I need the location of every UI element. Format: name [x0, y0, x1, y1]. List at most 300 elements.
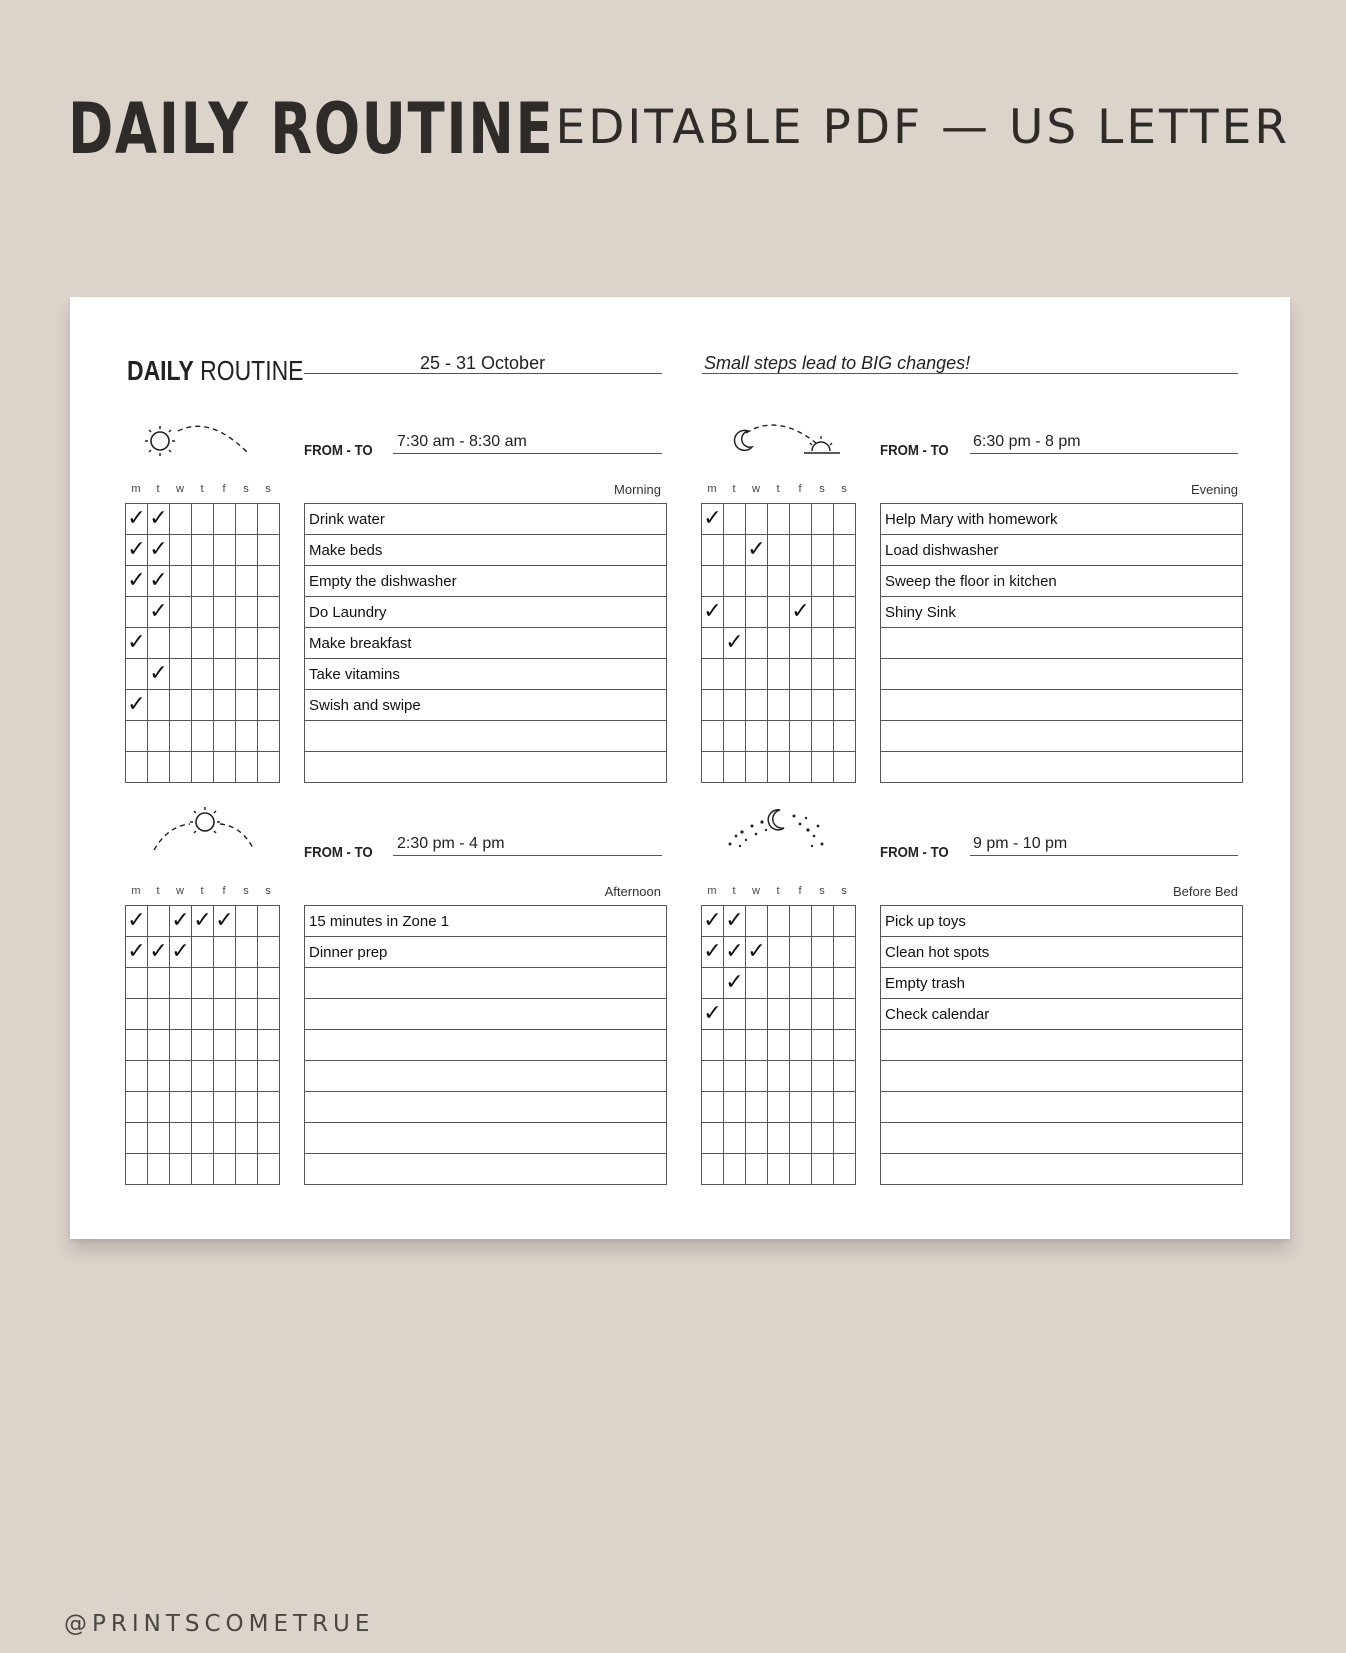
empty-check-cell[interactable]	[148, 1030, 170, 1061]
empty-check-cell[interactable]	[768, 752, 790, 783]
empty-check-cell[interactable]	[834, 1123, 856, 1154]
checkmark-cell[interactable]: ✓	[724, 906, 746, 937]
empty-check-cell[interactable]	[790, 937, 812, 968]
empty-check-cell[interactable]	[258, 1092, 280, 1123]
empty-check-cell[interactable]	[170, 1030, 192, 1061]
empty-check-cell[interactable]	[192, 999, 214, 1030]
empty-check-cell[interactable]	[702, 968, 724, 999]
empty-check-cell[interactable]	[746, 752, 768, 783]
empty-check-cell[interactable]	[258, 1154, 280, 1185]
empty-check-cell[interactable]	[258, 566, 280, 597]
empty-check-cell[interactable]	[702, 721, 724, 752]
empty-check-cell[interactable]	[768, 628, 790, 659]
empty-check-cell[interactable]	[258, 721, 280, 752]
empty-check-cell[interactable]	[192, 628, 214, 659]
empty-check-cell[interactable]	[192, 1030, 214, 1061]
empty-check-cell[interactable]	[790, 566, 812, 597]
checkmark-cell[interactable]: ✓	[148, 937, 170, 968]
empty-check-cell[interactable]	[790, 968, 812, 999]
empty-check-cell[interactable]	[768, 968, 790, 999]
empty-check-cell[interactable]	[812, 906, 834, 937]
empty-check-cell[interactable]	[812, 752, 834, 783]
empty-check-cell[interactable]	[790, 999, 812, 1030]
empty-check-cell[interactable]	[702, 1154, 724, 1185]
task-input[interactable]: Take vitamins	[305, 659, 667, 690]
empty-check-cell[interactable]	[724, 1092, 746, 1123]
empty-check-cell[interactable]	[170, 721, 192, 752]
empty-check-cell[interactable]	[834, 721, 856, 752]
empty-check-cell[interactable]	[812, 999, 834, 1030]
empty-check-cell[interactable]	[214, 504, 236, 535]
checkmark-cell[interactable]: ✓	[702, 937, 724, 968]
checkmark-cell[interactable]: ✓	[746, 937, 768, 968]
empty-check-cell[interactable]	[746, 968, 768, 999]
empty-check-cell[interactable]	[746, 1123, 768, 1154]
empty-check-cell[interactable]	[768, 504, 790, 535]
empty-check-cell[interactable]	[702, 1123, 724, 1154]
empty-check-cell[interactable]	[148, 752, 170, 783]
empty-check-cell[interactable]	[768, 535, 790, 566]
empty-check-cell[interactable]	[768, 597, 790, 628]
time-field-before-bed[interactable]: 9 pm - 10 pm	[973, 835, 1068, 852]
empty-check-cell[interactable]	[702, 566, 724, 597]
task-input[interactable]	[881, 1030, 1243, 1061]
empty-check-cell[interactable]	[746, 597, 768, 628]
empty-check-cell[interactable]	[790, 690, 812, 721]
empty-check-cell[interactable]	[834, 504, 856, 535]
task-input[interactable]: Pick up toys	[881, 906, 1243, 937]
empty-check-cell[interactable]	[126, 1030, 148, 1061]
empty-check-cell[interactable]	[834, 906, 856, 937]
empty-check-cell[interactable]	[768, 566, 790, 597]
empty-check-cell[interactable]	[746, 1092, 768, 1123]
checkmark-cell[interactable]: ✓	[148, 597, 170, 628]
empty-check-cell[interactable]	[834, 566, 856, 597]
checkmark-cell[interactable]: ✓	[126, 566, 148, 597]
empty-check-cell[interactable]	[170, 1154, 192, 1185]
empty-check-cell[interactable]	[258, 659, 280, 690]
empty-check-cell[interactable]	[768, 1061, 790, 1092]
empty-check-cell[interactable]	[126, 752, 148, 783]
empty-check-cell[interactable]	[258, 690, 280, 721]
empty-check-cell[interactable]	[214, 721, 236, 752]
empty-check-cell[interactable]	[214, 659, 236, 690]
empty-check-cell[interactable]	[214, 752, 236, 783]
empty-check-cell[interactable]	[192, 659, 214, 690]
empty-check-cell[interactable]	[834, 659, 856, 690]
empty-check-cell[interactable]	[768, 690, 790, 721]
empty-check-cell[interactable]	[812, 937, 834, 968]
empty-check-cell[interactable]	[148, 721, 170, 752]
empty-check-cell[interactable]	[812, 659, 834, 690]
empty-check-cell[interactable]	[812, 504, 834, 535]
task-input[interactable]	[305, 721, 667, 752]
empty-check-cell[interactable]	[236, 1123, 258, 1154]
empty-check-cell[interactable]	[258, 1061, 280, 1092]
empty-check-cell[interactable]	[790, 906, 812, 937]
empty-check-cell[interactable]	[192, 1123, 214, 1154]
empty-check-cell[interactable]	[768, 659, 790, 690]
empty-check-cell[interactable]	[170, 690, 192, 721]
empty-check-cell[interactable]	[170, 628, 192, 659]
task-input[interactable]: Load dishwasher	[881, 535, 1243, 566]
empty-check-cell[interactable]	[702, 1061, 724, 1092]
empty-check-cell[interactable]	[790, 721, 812, 752]
empty-check-cell[interactable]	[702, 628, 724, 659]
empty-check-cell[interactable]	[214, 1061, 236, 1092]
empty-check-cell[interactable]	[834, 690, 856, 721]
empty-check-cell[interactable]	[236, 628, 258, 659]
empty-check-cell[interactable]	[790, 1154, 812, 1185]
tracker-row	[126, 1061, 280, 1092]
empty-check-cell[interactable]	[258, 968, 280, 999]
task-input[interactable]	[881, 1154, 1243, 1185]
task-input[interactable]: Swish and swipe	[305, 690, 667, 721]
empty-check-cell[interactable]	[170, 504, 192, 535]
checkmark-cell[interactable]: ✓	[148, 566, 170, 597]
task-input[interactable]: Check calendar	[881, 999, 1243, 1030]
empty-check-cell[interactable]	[812, 1123, 834, 1154]
empty-check-cell[interactable]	[768, 721, 790, 752]
empty-check-cell[interactable]	[236, 535, 258, 566]
empty-check-cell[interactable]	[724, 1061, 746, 1092]
empty-check-cell[interactable]	[812, 1030, 834, 1061]
checkmark-cell[interactable]: ✓	[702, 504, 724, 535]
empty-check-cell[interactable]	[126, 659, 148, 690]
checkmark-cell[interactable]: ✓	[724, 628, 746, 659]
empty-check-cell[interactable]	[214, 566, 236, 597]
empty-check-cell[interactable]	[768, 1030, 790, 1061]
empty-check-cell[interactable]	[258, 535, 280, 566]
empty-check-cell[interactable]	[148, 628, 170, 659]
time-field-morning[interactable]: 7:30 am - 8:30 am	[397, 433, 527, 450]
task-input[interactable]	[305, 1123, 667, 1154]
tracker-row	[702, 1061, 856, 1092]
empty-check-cell[interactable]	[192, 504, 214, 535]
date-field[interactable]: 25 - 31 October	[420, 353, 546, 373]
empty-check-cell[interactable]	[126, 968, 148, 999]
task-input[interactable]: Dinner prep	[305, 937, 667, 968]
empty-check-cell[interactable]	[192, 597, 214, 628]
time-field-evening[interactable]: 6:30 pm - 8 pm	[973, 433, 1081, 450]
empty-check-cell[interactable]	[834, 1092, 856, 1123]
tracker-row	[702, 752, 856, 783]
empty-check-cell[interactable]	[126, 1123, 148, 1154]
empty-check-cell[interactable]	[790, 1061, 812, 1092]
checkmark-cell[interactable]: ✓	[126, 535, 148, 566]
empty-check-cell[interactable]	[790, 1092, 812, 1123]
checkmark-cell[interactable]: ✓	[126, 906, 148, 937]
task-input[interactable]: Clean hot spots	[881, 937, 1243, 968]
empty-check-cell[interactable]	[746, 1030, 768, 1061]
checkmark-cell[interactable]: ✓	[192, 906, 214, 937]
empty-check-cell[interactable]	[126, 999, 148, 1030]
empty-check-cell[interactable]	[812, 1092, 834, 1123]
empty-check-cell[interactable]	[724, 999, 746, 1030]
task-input[interactable]	[881, 721, 1243, 752]
empty-check-cell[interactable]	[170, 1092, 192, 1123]
task-input[interactable]: Do Laundry	[305, 597, 667, 628]
checkmark-cell[interactable]: ✓	[214, 906, 236, 937]
empty-check-cell[interactable]	[258, 597, 280, 628]
empty-check-cell[interactable]	[702, 659, 724, 690]
empty-check-cell[interactable]	[746, 721, 768, 752]
empty-check-cell[interactable]	[236, 1061, 258, 1092]
empty-check-cell[interactable]	[214, 999, 236, 1030]
empty-check-cell[interactable]	[148, 690, 170, 721]
empty-check-cell[interactable]	[170, 968, 192, 999]
empty-check-cell[interactable]	[834, 1030, 856, 1061]
empty-check-cell[interactable]	[236, 906, 258, 937]
empty-check-cell[interactable]	[170, 1061, 192, 1092]
empty-check-cell[interactable]	[790, 535, 812, 566]
empty-check-cell[interactable]	[258, 504, 280, 535]
empty-check-cell[interactable]	[768, 937, 790, 968]
empty-check-cell[interactable]	[768, 906, 790, 937]
banner-title: DAILY ROUTINE	[68, 88, 555, 170]
empty-check-cell[interactable]	[724, 1030, 746, 1061]
empty-check-cell[interactable]	[834, 628, 856, 659]
empty-check-cell[interactable]	[724, 566, 746, 597]
empty-check-cell[interactable]	[834, 937, 856, 968]
checkmark-cell[interactable]: ✓	[790, 597, 812, 628]
task-input[interactable]	[305, 1154, 667, 1185]
empty-check-cell[interactable]	[214, 628, 236, 659]
empty-check-cell[interactable]	[812, 597, 834, 628]
task-input[interactable]	[305, 752, 667, 783]
checkmark-cell[interactable]: ✓	[126, 628, 148, 659]
task-input[interactable]: Help Mary with homework	[881, 504, 1243, 535]
empty-check-cell[interactable]	[192, 937, 214, 968]
empty-check-cell[interactable]	[236, 597, 258, 628]
empty-check-cell[interactable]	[746, 1061, 768, 1092]
empty-check-cell[interactable]	[724, 659, 746, 690]
task-input[interactable]	[881, 1092, 1243, 1123]
empty-check-cell[interactable]	[812, 1061, 834, 1092]
empty-check-cell[interactable]	[768, 1123, 790, 1154]
empty-check-cell[interactable]	[258, 906, 280, 937]
empty-check-cell[interactable]	[724, 535, 746, 566]
empty-check-cell[interactable]	[702, 1092, 724, 1123]
empty-check-cell[interactable]	[834, 968, 856, 999]
empty-check-cell[interactable]	[170, 597, 192, 628]
checkmark-cell[interactable]: ✓	[746, 535, 768, 566]
empty-check-cell[interactable]	[746, 566, 768, 597]
empty-check-cell[interactable]	[258, 1030, 280, 1061]
empty-check-cell[interactable]	[236, 721, 258, 752]
empty-check-cell[interactable]	[236, 752, 258, 783]
quote-field[interactable]: Small steps lead to BIG changes!	[704, 353, 971, 373]
empty-check-cell[interactable]	[126, 1061, 148, 1092]
task-input[interactable]	[881, 659, 1243, 690]
empty-check-cell[interactable]	[148, 1061, 170, 1092]
empty-check-cell[interactable]	[126, 1092, 148, 1123]
task-input[interactable]: Sweep the floor in kitchen	[881, 566, 1243, 597]
task-input[interactable]: 15 minutes in Zone 1	[305, 906, 667, 937]
empty-check-cell[interactable]	[812, 535, 834, 566]
empty-check-cell[interactable]	[214, 535, 236, 566]
checkmark-cell[interactable]: ✓	[724, 937, 746, 968]
empty-check-cell[interactable]	[702, 752, 724, 783]
empty-check-cell[interactable]	[192, 752, 214, 783]
empty-check-cell[interactable]	[746, 690, 768, 721]
empty-check-cell[interactable]	[746, 1154, 768, 1185]
time-field-afternoon[interactable]: 2:30 pm - 4 pm	[397, 835, 505, 852]
empty-check-cell[interactable]	[148, 1092, 170, 1123]
empty-check-cell[interactable]	[148, 906, 170, 937]
empty-check-cell[interactable]	[724, 597, 746, 628]
checkmark-cell[interactable]: ✓	[170, 937, 192, 968]
empty-check-cell[interactable]	[214, 1154, 236, 1185]
empty-check-cell[interactable]	[170, 659, 192, 690]
tracker-row	[126, 999, 280, 1030]
empty-check-cell[interactable]	[746, 999, 768, 1030]
empty-check-cell[interactable]	[258, 999, 280, 1030]
empty-check-cell[interactable]	[746, 906, 768, 937]
tracker-row	[702, 937, 856, 968]
empty-check-cell[interactable]	[258, 752, 280, 783]
empty-check-cell[interactable]	[746, 659, 768, 690]
task-input[interactable]: Make beds	[305, 535, 667, 566]
empty-check-cell[interactable]	[170, 535, 192, 566]
empty-check-cell[interactable]	[148, 968, 170, 999]
empty-check-cell[interactable]	[834, 1154, 856, 1185]
empty-check-cell[interactable]	[236, 1154, 258, 1185]
empty-check-cell[interactable]	[834, 1061, 856, 1092]
empty-check-cell[interactable]	[746, 628, 768, 659]
empty-check-cell[interactable]	[724, 1123, 746, 1154]
checkmark-cell[interactable]: ✓	[148, 659, 170, 690]
empty-check-cell[interactable]	[768, 999, 790, 1030]
checkmark-cell[interactable]: ✓	[702, 597, 724, 628]
empty-check-cell[interactable]	[790, 1030, 812, 1061]
task-input[interactable]: Empty trash	[881, 968, 1243, 999]
empty-check-cell[interactable]	[790, 752, 812, 783]
empty-check-cell[interactable]	[214, 937, 236, 968]
empty-check-cell[interactable]	[790, 504, 812, 535]
empty-check-cell[interactable]	[148, 1154, 170, 1185]
empty-check-cell[interactable]	[170, 566, 192, 597]
empty-check-cell[interactable]	[702, 1030, 724, 1061]
empty-check-cell[interactable]	[724, 504, 746, 535]
empty-check-cell[interactable]	[170, 752, 192, 783]
checkmark-cell[interactable]: ✓	[702, 906, 724, 937]
empty-check-cell[interactable]	[724, 752, 746, 783]
empty-check-cell[interactable]	[812, 566, 834, 597]
empty-check-cell[interactable]	[192, 968, 214, 999]
empty-check-cell[interactable]	[214, 1092, 236, 1123]
empty-check-cell[interactable]	[236, 504, 258, 535]
task-input[interactable]	[881, 628, 1243, 659]
checkmark-cell[interactable]: ✓	[126, 504, 148, 535]
task-input[interactable]	[881, 1061, 1243, 1092]
task-input[interactable]	[305, 999, 667, 1030]
empty-check-cell[interactable]	[148, 1123, 170, 1154]
task-input[interactable]: Empty the dishwasher	[305, 566, 667, 597]
empty-check-cell[interactable]	[192, 1061, 214, 1092]
empty-check-cell[interactable]	[236, 690, 258, 721]
empty-check-cell[interactable]	[702, 535, 724, 566]
empty-check-cell[interactable]	[724, 721, 746, 752]
empty-check-cell[interactable]	[812, 968, 834, 999]
checkmark-cell[interactable]: ✓	[126, 690, 148, 721]
empty-check-cell[interactable]	[126, 721, 148, 752]
task-input[interactable]: Shiny Sink	[881, 597, 1243, 628]
empty-check-cell[interactable]	[702, 690, 724, 721]
empty-check-cell[interactable]	[812, 690, 834, 721]
empty-check-cell[interactable]	[236, 968, 258, 999]
empty-check-cell[interactable]	[812, 721, 834, 752]
empty-check-cell[interactable]	[812, 628, 834, 659]
checkmark-cell[interactable]: ✓	[148, 504, 170, 535]
empty-check-cell[interactable]	[768, 1154, 790, 1185]
empty-check-cell[interactable]	[834, 752, 856, 783]
empty-check-cell[interactable]	[126, 1154, 148, 1185]
empty-check-cell[interactable]	[192, 721, 214, 752]
empty-check-cell[interactable]	[790, 628, 812, 659]
empty-check-cell[interactable]	[192, 1154, 214, 1185]
empty-check-cell[interactable]	[834, 999, 856, 1030]
empty-check-cell[interactable]	[834, 597, 856, 628]
empty-check-cell[interactable]	[812, 1154, 834, 1185]
empty-check-cell[interactable]	[192, 1092, 214, 1123]
empty-check-cell[interactable]	[724, 1154, 746, 1185]
empty-check-cell[interactable]	[768, 1092, 790, 1123]
empty-check-cell[interactable]	[834, 535, 856, 566]
empty-check-cell[interactable]	[236, 1092, 258, 1123]
checkmark-cell[interactable]: ✓	[148, 535, 170, 566]
empty-check-cell[interactable]	[214, 1030, 236, 1061]
task-input[interactable]	[305, 968, 667, 999]
task-input[interactable]: Drink water	[305, 504, 667, 535]
task-input[interactable]	[881, 1123, 1243, 1154]
empty-check-cell[interactable]	[214, 690, 236, 721]
checkmark-cell[interactable]: ✓	[126, 937, 148, 968]
task-input[interactable]	[881, 690, 1243, 721]
empty-check-cell[interactable]	[214, 968, 236, 999]
empty-check-cell[interactable]	[790, 1123, 812, 1154]
empty-check-cell[interactable]	[170, 999, 192, 1030]
task-input[interactable]	[881, 752, 1243, 783]
empty-check-cell[interactable]	[192, 535, 214, 566]
empty-check-cell[interactable]	[214, 597, 236, 628]
empty-check-cell[interactable]	[258, 1123, 280, 1154]
empty-check-cell[interactable]	[236, 937, 258, 968]
task-input[interactable]	[305, 1061, 667, 1092]
empty-check-cell[interactable]	[170, 1123, 192, 1154]
empty-check-cell[interactable]	[214, 1123, 236, 1154]
empty-check-cell[interactable]	[258, 628, 280, 659]
empty-check-cell[interactable]	[724, 690, 746, 721]
task-input[interactable]	[305, 1030, 667, 1061]
checkmark-cell[interactable]: ✓	[702, 999, 724, 1030]
empty-check-cell[interactable]	[236, 659, 258, 690]
task-input[interactable]: Make breakfast	[305, 628, 667, 659]
empty-check-cell[interactable]	[192, 566, 214, 597]
empty-check-cell[interactable]	[790, 659, 812, 690]
empty-check-cell[interactable]	[192, 690, 214, 721]
empty-check-cell[interactable]	[236, 1030, 258, 1061]
empty-check-cell[interactable]	[258, 937, 280, 968]
empty-check-cell[interactable]	[746, 504, 768, 535]
empty-check-cell[interactable]	[126, 597, 148, 628]
task-input[interactable]	[305, 1092, 667, 1123]
empty-check-cell[interactable]	[236, 999, 258, 1030]
checkmark-cell[interactable]: ✓	[724, 968, 746, 999]
empty-check-cell[interactable]	[148, 999, 170, 1030]
checkmark-cell[interactable]: ✓	[170, 906, 192, 937]
empty-check-cell[interactable]	[236, 566, 258, 597]
